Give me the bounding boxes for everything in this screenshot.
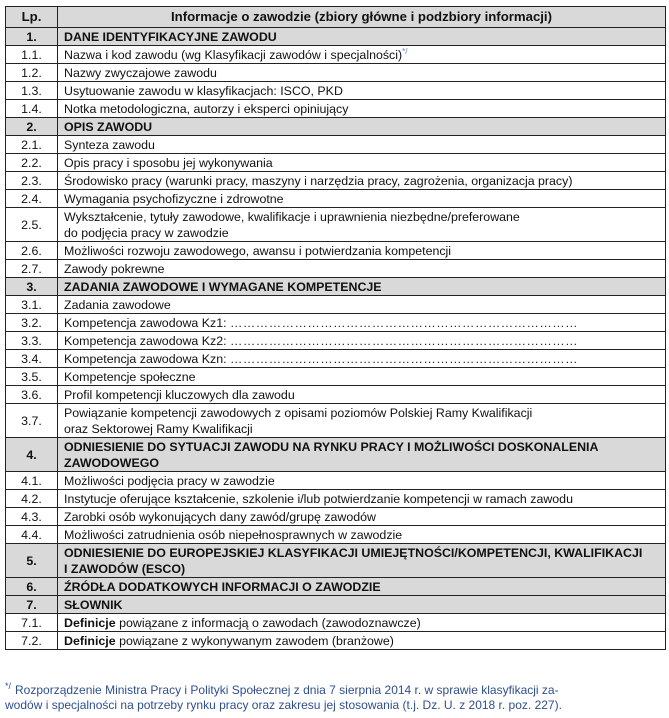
row-text: powiązane z wykonywanym zawodem (branżowe) [115,633,394,648]
table-row [6,632,666,650]
row-text-bold: Definicje [64,633,116,648]
row-content [58,578,666,596]
table-row [6,136,666,154]
row-content [58,386,666,404]
row-content [58,28,666,46]
table-row [6,46,666,64]
table-row [6,614,666,632]
table-row [6,332,666,350]
row-content [58,314,666,332]
row-content [58,368,666,386]
section-row [6,28,666,46]
row-text-line-2: ZAWODOWEGO [64,455,159,470]
row-number: 3.6. [6,386,58,404]
row-text-line-1: ODNIESIENIE DO EUROPEJSKIEJ KLASYFIKACJI UMIEJĘTNOŚCI/KOMPETENCJI, KWALIFIKACJI [64,545,643,560]
row-text: ŹRÓDŁA DODATKOWYCH INFORMACJI O ZAWODZIE [64,579,381,594]
row-content [58,100,666,118]
row-content [58,260,666,278]
row-text-line-1: Powiązanie kompetencji zawodowych z opisami poziomów Polskiej Ramy Kwalifikacji [64,405,533,420]
row-content [58,172,666,190]
row-number: 2.7. [6,260,58,278]
row-number: 7.1. [6,614,58,632]
row-text: OPIS ZAWODU [64,119,153,134]
footnote-line-2: wodów i specjalności na potrzeby rynku pracy oraz zakresu jej stosowania (t.j. Dz. U. z 2018 r. poz. 227). [5,698,562,712]
table-row [6,404,666,438]
row-content [58,632,666,650]
row-content [58,190,666,208]
row-number: 3.2. [6,314,58,332]
row-content [58,136,666,154]
row-text: Usytuowanie zawodu w klasyfikacjach: ISCO, PKD [64,83,343,98]
table-row [6,172,666,190]
row-number: 4.4. [6,526,58,544]
section-row [6,438,666,472]
row-content [58,438,666,472]
row-number: 2.1. [6,136,58,154]
row-number: 3. [6,278,58,296]
row-text: Kompetencja zawodowa Kz2: [64,333,227,348]
row-text-line-1: Wykształcenie, tytuły zawodowe, kwalifikacje i uprawnienia niezbędne/preferowane [64,209,520,224]
table-row [6,508,666,526]
table-row [6,490,666,508]
table-row [6,472,666,490]
row-number: 1.2. [6,64,58,82]
row-number: 3.3. [6,332,58,350]
row-text: Kompetencje społeczne [64,369,196,384]
row-number: 1.1. [6,46,58,64]
row-content [58,118,666,136]
row-text: Profil kompetencji kluczowych dla zawodu [64,387,295,402]
footnote [5,683,665,713]
dotted-fill: ……………………………………………………………………… [230,351,579,366]
row-text: Zawody pokrewne [64,261,165,276]
row-text: Instytucje oferujące kształcenie, szkolenie i/lub potwierdzanie kompetencji w ramach zawodu [64,491,573,506]
table-row [6,386,666,404]
row-text-bold: Definicje [64,615,116,630]
footnote-line-1: Rozporządzenie Ministra Pracy i Polityki Społecznej z dnia 7 sierpnia 2014 r. w sprawie klasyfikacji za- [15,683,559,697]
row-content [58,490,666,508]
section-row [6,278,666,296]
row-number: 2.2. [6,154,58,172]
row-content [58,82,666,100]
row-text: SŁOWNIK [64,597,123,612]
row-content [58,472,666,490]
row-number: 1.4. [6,100,58,118]
table-row [6,208,666,242]
row-number: 2. [6,118,58,136]
footnote-ref: */ [402,46,408,56]
table-row [6,242,666,260]
dotted-fill: ……………………………………………………………………… [230,315,579,330]
row-text: Możliwości zatrudnienia osób niepełnosprawnych w zawodzie [64,527,403,542]
row-number: 2.6. [6,242,58,260]
table-row [6,296,666,314]
row-content [58,296,666,314]
table-row [6,526,666,544]
row-text: Środowisko pracy (warunki pracy, maszyny i narzędzia pracy, zagrożenia, organizacja pracy) [64,173,573,188]
row-content [58,526,666,544]
row-text-line-2: I ZAWODÓW (ESCO) [64,561,186,576]
row-text: Zarobki osób wykonujących dany zawód/grupę zawodów [64,509,377,524]
row-number: 1.3. [6,82,58,100]
row-content [58,614,666,632]
row-text: powiązane z informacją o zawodach (zawodoznawcze) [115,615,421,630]
row-content [58,46,666,64]
row-text: Synteza zawodu [64,137,155,152]
table-row [6,350,666,368]
header-lp: Lp. [6,7,58,28]
row-text-line-1: ODNIESIENIE DO SYTUACJI ZAWODU NA RYNKU PRACY I MOŻLIWOŚCI DOSKONALENIA [64,439,599,454]
row-number: 5. [6,544,58,578]
row-number: 2.4. [6,190,58,208]
row-content [58,278,666,296]
document [5,6,665,650]
row-number: 7. [6,596,58,614]
row-content [58,544,666,578]
row-text: Zadania zawodowe [64,297,171,312]
row-number: 4.2. [6,490,58,508]
row-content [58,242,666,260]
table-row [6,100,666,118]
row-content [58,154,666,172]
section-row [6,544,666,578]
row-content [58,332,666,350]
row-text-line-2: do podjęcia pracy w zawodzie [64,225,229,240]
row-content [58,404,666,438]
row-text: Notka metodologiczna, autorzy i eksperci opiniujący [64,101,349,116]
row-number: 6. [6,578,58,596]
row-number: 7.2. [6,632,58,650]
dotted-fill: ……………………………………………………………………… [230,333,579,348]
row-text: Możliwości podjęcia pracy w zawodzie [64,473,275,488]
table-row [6,314,666,332]
row-content [58,350,666,368]
row-text: Nazwa i kod zawodu (wg Klasyfikacji zawodów i specjalności) [64,47,403,62]
section-row [6,118,666,136]
row-number: 1. [6,28,58,46]
row-content [58,208,666,242]
table-body [6,28,666,650]
row-number: 4.3. [6,508,58,526]
row-content [58,508,666,526]
header-title: Informacje o zawodzie (zbiory główne i podzbiory informacji) [58,7,666,28]
table-row [6,368,666,386]
row-number: 3.7. [6,404,58,438]
row-number: 3.4. [6,350,58,368]
row-text: Możliwości rozwoju zawodowego, awansu i potwierdzania kompetencji [64,243,452,258]
section-row [6,578,666,596]
footnote-mark: */ [5,681,12,691]
row-number: 3.5. [6,368,58,386]
row-text: DANE IDENTYFIKACYJNE ZAWODU [64,29,277,44]
table-row [6,260,666,278]
table-header-row [6,7,666,28]
table-row [6,190,666,208]
row-number: 2.5. [6,208,58,242]
row-text: Nazwy zwyczajowe zawodu [64,65,217,80]
row-text: Kompetencja zawodowa Kzn: [64,351,227,366]
row-content [58,64,666,82]
table-row [6,154,666,172]
row-content [58,596,666,614]
row-number: 4.1. [6,472,58,490]
section-row [6,596,666,614]
row-text: Opis pracy i sposobu jej wykonywania [64,155,273,170]
row-text: ZADANIA ZAWODOWE I WYMAGANE KOMPETENCJE [64,279,382,294]
row-text: Wymagania psychofizyczne i zdrowotne [64,191,284,206]
row-text-line-2: oraz Sektorowej Ramy Kwalifikacji [64,421,253,436]
row-number: 3.1. [6,296,58,314]
row-number: 4. [6,438,58,472]
occupation-info-table [5,6,666,650]
table-row [6,64,666,82]
table-row [6,82,666,100]
row-number: 2.3. [6,172,58,190]
row-text: Kompetencja zawodowa Kz1: [64,315,227,330]
